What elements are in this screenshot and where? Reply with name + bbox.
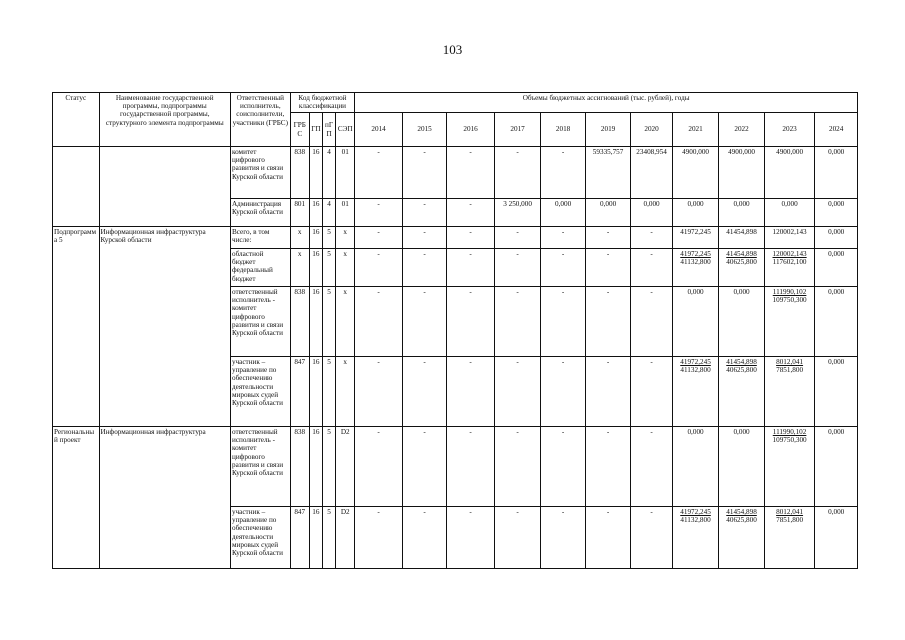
value-main: - — [516, 250, 519, 258]
budget-table — [52, 92, 858, 569]
cell-value — [719, 507, 765, 569]
value-main: 0,000 — [828, 288, 845, 296]
value-main: - — [469, 228, 472, 236]
value-main: 0,000 — [828, 200, 845, 208]
cell-value — [764, 287, 815, 357]
value-main: - — [469, 358, 472, 366]
cell-code: 16 — [309, 227, 322, 249]
header-name: Наименование государственной программы, подпрограммы государственной программы, структурного элемента подпрограммы — [99, 93, 230, 147]
value-main: 0,000 — [643, 200, 660, 208]
cell-value — [719, 249, 765, 287]
cell-value — [719, 427, 765, 507]
value-main: 41972,245 — [680, 508, 711, 516]
cell-status: Подпрограмма 5 — [53, 227, 100, 427]
cell-value — [541, 227, 585, 249]
cell-value — [764, 199, 815, 227]
value-main: - — [423, 508, 426, 516]
cell-value — [447, 427, 495, 507]
cell-status: Региональный проект — [53, 427, 100, 569]
value-main: - — [561, 508, 565, 516]
cell-executor: комитет цифрового развития и связи Курской области — [230, 147, 290, 199]
cell-code: 4 — [322, 147, 335, 199]
cell-value — [541, 199, 585, 227]
cell-value — [764, 227, 815, 249]
value-main: - — [606, 358, 610, 366]
header-year: 2021 — [672, 113, 719, 147]
cell-value — [355, 249, 403, 287]
cell-value — [541, 357, 585, 427]
cell-value — [672, 147, 719, 199]
header-year: 2024 — [815, 113, 858, 147]
value-main: 0,000 — [733, 200, 750, 208]
value-main: - — [606, 228, 610, 236]
cell-value — [764, 357, 815, 427]
value-main: 41454,898 — [726, 250, 757, 258]
cell-executor: участник – управление по обеспечению деятельности мировых судей Курской области — [230, 507, 290, 569]
cell-value — [672, 249, 719, 287]
cell-value — [494, 147, 541, 199]
cell-value — [541, 427, 585, 507]
cell-code: D2 — [336, 507, 355, 569]
value-main: - — [561, 358, 565, 366]
cell-value — [402, 427, 446, 507]
cell-value — [764, 147, 815, 199]
cell-name: Информационная инфраструктура Курской области — [99, 227, 230, 427]
cell-value — [815, 427, 858, 507]
header-year: 2022 — [719, 113, 765, 147]
cell-value — [719, 199, 765, 227]
cell-value — [631, 227, 672, 249]
value-main: 0,000 — [733, 288, 750, 296]
value-main: - — [377, 148, 380, 156]
header-year: 2018 — [541, 113, 585, 147]
cell-code: D2 — [336, 427, 355, 507]
cell-value — [494, 199, 541, 227]
cell-value — [764, 427, 815, 507]
cell-code: 16 — [309, 249, 322, 287]
value-main: 8012,041 — [776, 508, 804, 516]
cell-value — [494, 357, 541, 427]
cell-code: 5 — [322, 507, 335, 569]
cell-value — [447, 249, 495, 287]
value-main: - — [377, 358, 380, 366]
cell-value — [719, 357, 765, 427]
cell-executor: ответственный исполнитель - комитет цифрового развития и связи Курской области — [230, 287, 290, 357]
cell-code: 16 — [309, 287, 322, 357]
cell-value — [815, 287, 858, 357]
value-main: - — [606, 250, 610, 258]
value-sub: 41132,800 — [680, 516, 711, 525]
value-main: 4900,000 — [776, 148, 804, 156]
value-main: - — [650, 288, 653, 296]
cell-code: 847 — [290, 357, 309, 427]
cell-code: 5 — [322, 287, 335, 357]
value-main: 111990,102 — [772, 288, 807, 296]
cell-value — [815, 147, 858, 199]
cell-value — [585, 199, 631, 227]
value-main: - — [469, 508, 472, 516]
cell-value — [402, 287, 446, 357]
value-sub: 40625,800 — [726, 258, 757, 267]
header-executor: Ответственный исполнитель, соисполнители, участники (ГРБС) — [230, 93, 290, 147]
value-main: 120002,143 — [772, 228, 807, 236]
header-code-sep: СЭП — [336, 113, 355, 147]
value-sub: 41132,800 — [680, 366, 711, 375]
header-volumes: Объемы бюджетных ассигнований (тыс. рублей), годы — [355, 93, 858, 113]
cell-code: 16 — [309, 199, 322, 227]
value-main: - — [469, 428, 472, 436]
value-main: - — [423, 250, 426, 258]
cell-value — [355, 507, 403, 569]
value-main: - — [561, 250, 565, 258]
value-main: - — [516, 428, 519, 436]
value-main: 3 250,000 — [503, 200, 532, 208]
cell-executor: Всего, в том числе: — [230, 227, 290, 249]
value-main: - — [423, 428, 426, 436]
cell-value — [672, 427, 719, 507]
cell-value — [355, 287, 403, 357]
value-main: - — [606, 428, 610, 436]
value-main: - — [423, 228, 426, 236]
cell-value — [494, 227, 541, 249]
cell-value — [815, 507, 858, 569]
value-main: 0,000 — [781, 200, 798, 208]
cell-code: 01 — [336, 147, 355, 199]
cell-value — [815, 199, 858, 227]
cell-value — [815, 357, 858, 427]
value-main: 0,000 — [555, 200, 572, 208]
cell-code: 847 — [290, 507, 309, 569]
value-main: - — [469, 200, 472, 208]
value-main: 4900,000 — [728, 148, 756, 156]
cell-value — [764, 507, 815, 569]
value-main: 0,000 — [687, 288, 704, 296]
header-year: 2023 — [764, 113, 815, 147]
cell-value — [355, 357, 403, 427]
value-main: - — [561, 148, 565, 156]
header-year: 2020 — [631, 113, 672, 147]
cell-value — [672, 507, 719, 569]
value-main: 0,000 — [828, 148, 845, 156]
cell-value — [355, 147, 403, 199]
cell-code: 838 — [290, 147, 309, 199]
value-main: - — [377, 200, 380, 208]
cell-value — [631, 147, 672, 199]
value-main: 41454,898 — [726, 508, 757, 516]
cell-executor: областной бюджет федеральный бюджет — [230, 249, 290, 287]
cell-code: x — [336, 227, 355, 249]
cell-value — [541, 147, 585, 199]
cell-code: 5 — [322, 427, 335, 507]
cell-code: 5 — [322, 249, 335, 287]
cell-value — [541, 287, 585, 357]
header-code-group: Код бюджетной классификации — [290, 93, 355, 113]
value-main: - — [423, 148, 426, 156]
cell-value — [585, 427, 631, 507]
value-main: - — [606, 288, 610, 296]
value-main: - — [516, 358, 519, 366]
cell-code: 16 — [309, 357, 322, 427]
cell-value — [402, 357, 446, 427]
value-main: - — [469, 148, 472, 156]
cell-executor: участник – управление по обеспечению деятельности мировых судей Курской области — [230, 357, 290, 427]
value-main: - — [423, 358, 426, 366]
cell-value — [447, 287, 495, 357]
value-main: 0,000 — [828, 358, 845, 366]
cell-code: 4 — [322, 199, 335, 227]
value-sub: 41132,800 — [680, 258, 711, 267]
cell-value — [631, 427, 672, 507]
value-sub: 7851,800 — [776, 366, 804, 375]
cell-code: 01 — [336, 199, 355, 227]
value-main: - — [423, 288, 426, 296]
value-main: 41972,245 — [680, 250, 711, 258]
page-number: 103 — [442, 42, 463, 57]
cell-value — [719, 287, 765, 357]
value-main: 41454,898 — [726, 358, 757, 366]
value-main: 23408,954 — [636, 148, 667, 156]
cell-code: 16 — [309, 507, 322, 569]
value-main: - — [606, 508, 610, 516]
cell-value — [585, 507, 631, 569]
value-main: 59335,757 — [592, 148, 624, 156]
cell-value — [402, 227, 446, 249]
value-sub: 40625,800 — [726, 366, 757, 375]
cell-code: x — [290, 249, 309, 287]
value-main: 111990,102 — [772, 428, 807, 436]
cell-value — [631, 199, 672, 227]
header-year: 2014 — [355, 113, 403, 147]
header-code-grbs: ГРБС — [290, 113, 309, 147]
cell-value — [631, 507, 672, 569]
cell-code: 16 — [309, 427, 322, 507]
value-main: - — [650, 250, 653, 258]
value-main: 41972,245 — [680, 358, 711, 366]
cell-code: x — [290, 227, 309, 249]
value-main: - — [516, 288, 519, 296]
cell-value — [355, 427, 403, 507]
cell-value — [494, 287, 541, 357]
cell-value — [815, 249, 858, 287]
value-main: 120002,143 — [772, 250, 807, 258]
value-main: - — [650, 508, 653, 516]
value-main: 0,000 — [828, 250, 845, 258]
cell-code: 5 — [322, 357, 335, 427]
value-main: - — [516, 148, 519, 156]
cell-name: Информационная инфраструктура — [99, 427, 230, 569]
cell-value — [402, 249, 446, 287]
cell-executor: ответственный исполнитель - комитет цифрового развития и связи Курской области — [230, 427, 290, 507]
table-row — [53, 227, 858, 249]
cell-value — [672, 227, 719, 249]
value-main: - — [516, 228, 519, 236]
cell-value — [355, 199, 403, 227]
cell-status — [53, 147, 100, 227]
value-sub: 40625,800 — [726, 516, 757, 525]
cell-value — [764, 249, 815, 287]
value-sub: 109750,300 — [772, 436, 807, 445]
cell-value — [494, 427, 541, 507]
cell-value — [402, 147, 446, 199]
value-sub: 109750,300 — [772, 296, 807, 305]
header-year: 2016 — [447, 113, 495, 147]
value-main: - — [377, 228, 380, 236]
cell-value — [719, 227, 765, 249]
header-code-pgp: пГП — [322, 113, 335, 147]
value-main: - — [650, 358, 653, 366]
value-main: 0,000 — [687, 200, 704, 208]
cell-value — [447, 507, 495, 569]
cell-code: 801 — [290, 199, 309, 227]
value-main: - — [650, 228, 653, 236]
cell-code: x — [336, 357, 355, 427]
value-main: 0,000 — [828, 228, 845, 236]
value-main: - — [423, 200, 426, 208]
value-main: 8012,041 — [776, 358, 804, 366]
cell-value — [541, 507, 585, 569]
value-main: - — [561, 288, 565, 296]
cell-value — [631, 287, 672, 357]
cell-code: 838 — [290, 427, 309, 507]
value-main: - — [516, 508, 519, 516]
cell-value — [672, 357, 719, 427]
value-main: - — [650, 428, 653, 436]
cell-value — [541, 249, 585, 287]
value-main: 0,000 — [828, 428, 845, 436]
cell-value — [672, 287, 719, 357]
header-year: 2017 — [494, 113, 541, 147]
cell-value — [585, 227, 631, 249]
header-year: 2015 — [402, 113, 446, 147]
value-main: 41454,898 — [726, 228, 757, 236]
cell-value — [585, 357, 631, 427]
cell-value — [585, 287, 631, 357]
value-main: 4900,000 — [682, 148, 710, 156]
cell-code: 5 — [322, 227, 335, 249]
table-row — [53, 147, 858, 199]
value-main: - — [469, 250, 472, 258]
value-main: 0,000 — [828, 508, 845, 516]
value-main: 0,000 — [599, 200, 617, 208]
cell-value — [402, 199, 446, 227]
cell-value — [672, 199, 719, 227]
cell-name — [99, 147, 230, 227]
cell-code: x — [336, 287, 355, 357]
cell-value — [631, 249, 672, 287]
cell-value — [585, 147, 631, 199]
value-sub: 117602,100 — [772, 258, 807, 267]
cell-value — [585, 249, 631, 287]
cell-value — [719, 147, 765, 199]
cell-executor: Администрация Курской области — [230, 199, 290, 227]
cell-code: 16 — [309, 147, 322, 199]
cell-value — [447, 199, 495, 227]
header-status: Статус — [53, 93, 100, 147]
cell-value — [402, 507, 446, 569]
value-main: - — [561, 428, 565, 436]
value-main: 0,000 — [687, 428, 704, 436]
value-main: 41972,245 — [680, 228, 711, 236]
cell-value — [631, 357, 672, 427]
header-year: 2019 — [585, 113, 631, 147]
cell-code: 838 — [290, 287, 309, 357]
table-row — [53, 427, 858, 507]
cell-code: x — [336, 249, 355, 287]
value-main: - — [377, 508, 380, 516]
value-sub: 7851,800 — [776, 516, 804, 525]
cell-value — [355, 227, 403, 249]
cell-value — [494, 249, 541, 287]
cell-value — [494, 507, 541, 569]
cell-value — [815, 227, 858, 249]
value-main: - — [561, 228, 565, 236]
value-main: 0,000 — [733, 428, 750, 436]
value-main: - — [377, 250, 380, 258]
value-main: - — [377, 428, 380, 436]
cell-value — [447, 227, 495, 249]
cell-value — [447, 147, 495, 199]
value-main: - — [377, 288, 380, 296]
cell-value — [447, 357, 495, 427]
value-main: - — [469, 288, 472, 296]
header-code-gp: ГП — [309, 113, 322, 147]
